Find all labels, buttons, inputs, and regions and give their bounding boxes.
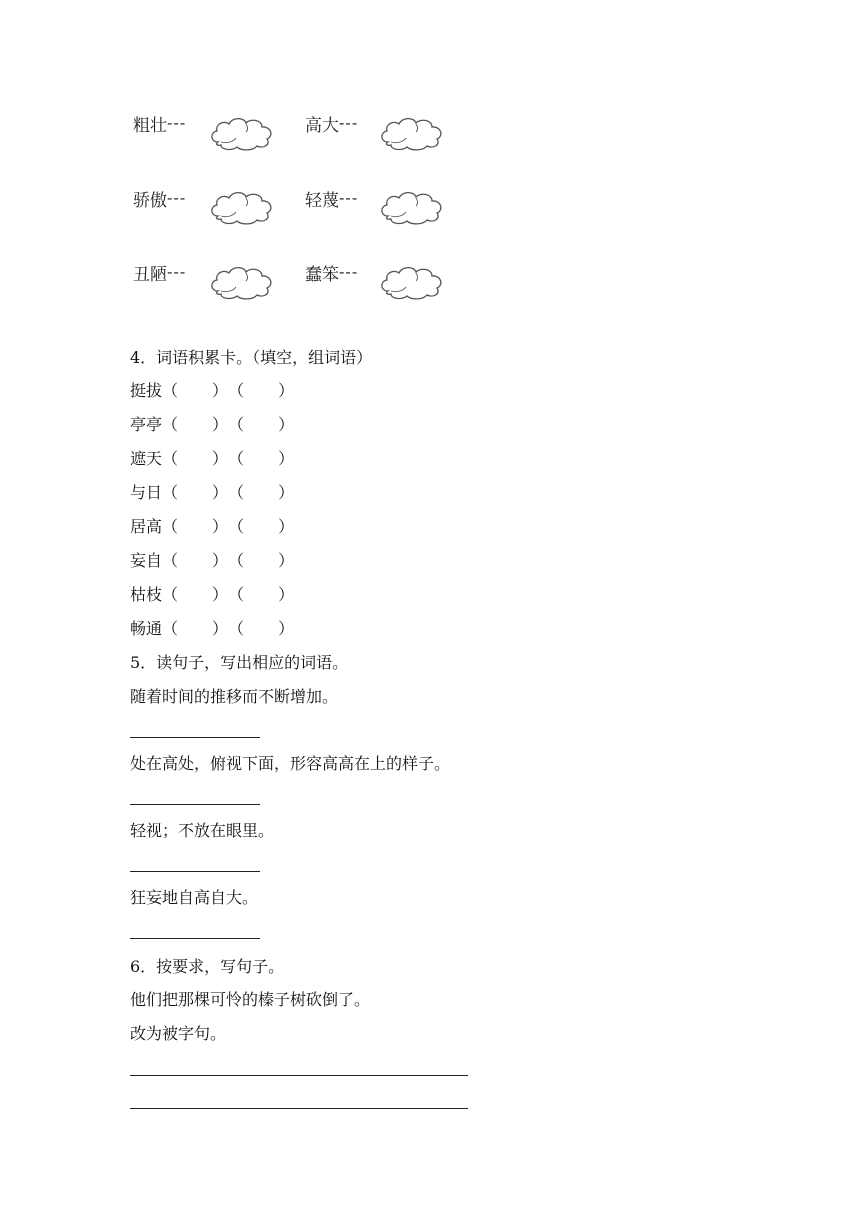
cloud-answer-box[interactable] — [208, 112, 276, 152]
open-paren: （ — [162, 585, 179, 604]
close-paren: ） — [278, 483, 295, 502]
antonym-dash: --- — [339, 263, 359, 281]
open-paren: （ — [162, 619, 179, 638]
close-paren: ） — [278, 415, 295, 434]
antonym-pair — [305, 103, 358, 143]
close-paren: ） — [278, 551, 295, 570]
definition-sentence: 轻视；不放在眼里。 — [130, 821, 275, 840]
answer-line[interactable] — [130, 804, 260, 805]
open-paren: （ — [162, 449, 179, 468]
vocab-row — [130, 381, 294, 401]
vocab-word: 挺拔 — [130, 381, 163, 400]
open-paren: （ — [162, 483, 179, 502]
antonym-pair — [305, 178, 358, 218]
cloud-answer-box[interactable] — [378, 112, 446, 152]
cloud-answer-box[interactable] — [378, 261, 446, 301]
close-paren: ） — [278, 517, 295, 536]
question-6-title: 6．按要求，写句子。 — [130, 957, 285, 976]
vocab-word: 亭亭 — [130, 415, 163, 434]
close-paren: ） — [278, 619, 295, 638]
close-paren: ） — [278, 585, 295, 604]
close-paren: ） — [212, 483, 229, 502]
cloud-answer-box[interactable] — [208, 261, 276, 301]
vocab-row — [130, 585, 294, 605]
close-paren: ） — [212, 619, 229, 638]
close-paren: ） — [212, 415, 229, 434]
cloud-answer-box[interactable] — [378, 186, 446, 226]
close-paren: ） — [212, 449, 229, 468]
open-paren: （ — [228, 619, 245, 638]
definition-sentence: 处在高处，俯视下面，形容高高在上的样子。 — [130, 754, 451, 773]
antonym-pair — [133, 178, 186, 218]
close-paren: ） — [212, 585, 229, 604]
close-paren: ） — [278, 381, 295, 400]
vocab-word: 枯枝 — [130, 585, 163, 604]
antonym-dash: --- — [339, 114, 359, 132]
antonym-word: 蠢笨 — [305, 264, 339, 285]
open-paren: （ — [228, 381, 245, 400]
antonym-pair — [133, 103, 186, 143]
open-paren: （ — [228, 483, 245, 502]
open-paren: （ — [228, 415, 245, 434]
open-paren: （ — [162, 517, 179, 536]
definition-sentence: 狂妄地自高自大。 — [130, 888, 259, 907]
rewrite-instruction: 改为被字句。 — [130, 1024, 227, 1043]
antonym-word: 高大 — [305, 115, 339, 136]
antonym-pair — [133, 252, 186, 292]
open-paren: （ — [228, 517, 245, 536]
open-paren: （ — [162, 415, 179, 434]
answer-line[interactable] — [130, 871, 260, 872]
cloud-answer-box[interactable] — [208, 186, 276, 226]
antonym-dash: --- — [339, 189, 359, 207]
definition-sentence: 随着时间的推移而不断增加。 — [130, 687, 339, 706]
close-paren: ） — [212, 517, 229, 536]
question-5-title: 5．读句子，写出相应的词语。 — [130, 653, 349, 672]
antonym-word: 轻蔑 — [305, 190, 339, 211]
open-paren: （ — [162, 551, 179, 570]
vocab-row — [130, 517, 294, 537]
vocab-word: 与日 — [130, 483, 163, 502]
antonym-word: 骄傲 — [133, 190, 167, 211]
original-sentence: 他们把那棵可怜的榛子树砍倒了。 — [130, 990, 371, 1009]
vocab-word: 遮天 — [130, 449, 163, 468]
antonym-pair — [305, 252, 358, 292]
vocab-row — [130, 449, 294, 469]
answer-line[interactable] — [130, 737, 260, 738]
open-paren: （ — [228, 449, 245, 468]
open-paren: （ — [162, 381, 179, 400]
antonym-word: 丑陋 — [133, 264, 167, 285]
close-paren: ） — [278, 449, 295, 468]
close-paren: ） — [212, 551, 229, 570]
answer-line[interactable] — [130, 1075, 468, 1076]
vocab-word: 居高 — [130, 517, 163, 536]
question-4-title: 4．词语积累卡。（填空，组词语） — [130, 348, 373, 367]
antonym-dash: --- — [167, 189, 187, 207]
antonym-dash: --- — [167, 114, 187, 132]
vocab-row — [130, 619, 294, 639]
vocab-row — [130, 483, 294, 503]
vocab-row — [130, 415, 294, 435]
answer-line[interactable] — [130, 1108, 468, 1109]
answer-line[interactable] — [130, 938, 260, 939]
close-paren: ） — [212, 381, 229, 400]
vocab-row — [130, 551, 294, 571]
vocab-word: 妄自 — [130, 551, 163, 570]
vocab-word: 畅通 — [130, 619, 163, 638]
antonym-word: 粗壮 — [133, 115, 167, 136]
open-paren: （ — [228, 551, 245, 570]
open-paren: （ — [228, 585, 245, 604]
antonym-dash: --- — [167, 263, 187, 281]
